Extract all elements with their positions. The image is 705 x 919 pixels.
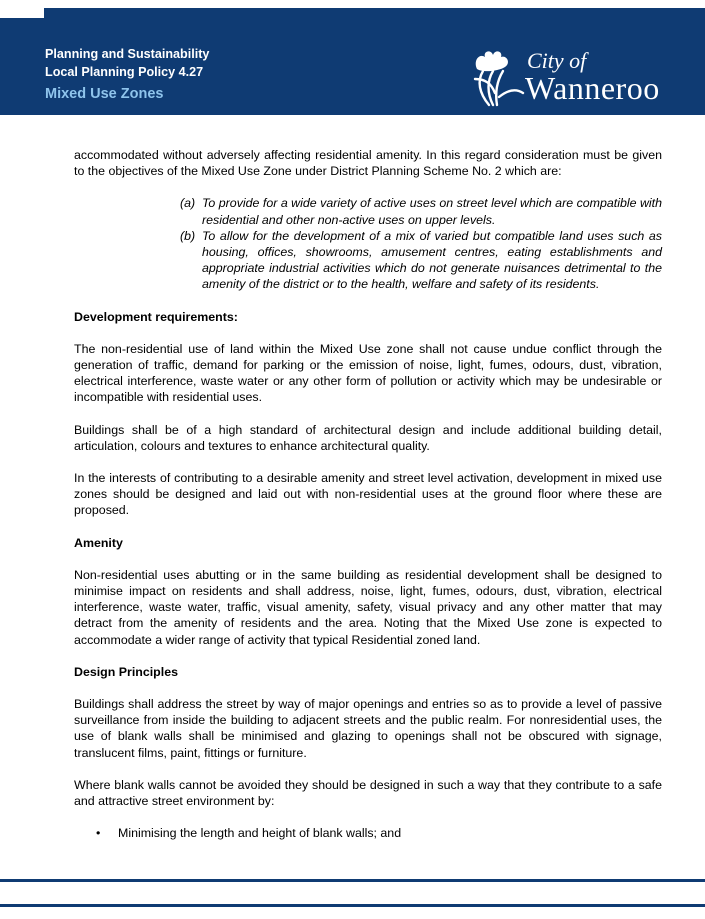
footer-rule-bottom: [0, 904, 705, 907]
development-paragraph: The non-residential use of land within the Mixed Use zone shall not cause undue conflict through the generation of traffic, demand for parking or the emission of noise, light, fumes, odours, dust, vibration, electrical interference, waste water or any other form of pollution or activity which may be undesirable or incompatible with residential uses.: [74, 341, 662, 405]
header-policy-title: Mixed Use Zones: [45, 86, 164, 102]
header-policy-number: Local Planning Policy 4.27: [45, 65, 204, 79]
amenity-paragraph: Non-residential uses abutting or in the same building as residential development shall be designed to minimise impact on residents and shall address, noise, light, fumes, odours, dust, vibration, electrical interference, waste water, traffic, visual amenity, safety, visual privacy and any other matter that may detract from the amenity of residents and the area. Noting that the Mixed Use zone is expected to accommodate a wider range of activity that typical Residential zoned land.: [74, 567, 662, 647]
development-paragraph: In the interests of contributing to a desirable amenity and street level activation, development in mixed use zones should be designed and laid out with non-residential uses at the ground floor where these are proposed.: [74, 471, 662, 518]
objective-marker: (a): [180, 196, 196, 211]
development-paragraph: Buildings shall be of a high standard of architectural design and include additional building detail, articulation, colours and textures to enhance architectural quality.: [74, 422, 662, 453]
city-logo: [469, 49, 679, 119]
design-principles-heading: Design Principles: [74, 664, 178, 679]
objective-item: [74, 228, 662, 293]
amenity-heading: Amenity: [74, 535, 123, 550]
objectives-list: [74, 195, 662, 292]
header-department: Planning and Sustainability: [45, 47, 210, 61]
design-paragraph: Where blank walls cannot be avoided they should be designed in such a way that they contribute to a safe and attractive street environment by:: [74, 777, 662, 809]
objective-marker: (b): [180, 228, 196, 243]
footer-rule-top: [0, 879, 705, 882]
policy-body: [74, 147, 662, 842]
page-header: [0, 8, 705, 115]
header-notch: [0, 8, 44, 18]
logo-city-text: City of: [527, 48, 587, 73]
objective-text: To provide for a wide variety of active uses on street level which are compatible with residential and other non-active uses on upper levels.: [202, 196, 662, 227]
bullet-marker: •: [96, 826, 101, 841]
flower-emblem-icon: [469, 49, 527, 109]
objective-item: [74, 195, 662, 227]
intro-paragraph: accommodated without adversely affecting residential amenity. In this regard consideration must be given to the objectives of the Mixed Use Zone under District Planning Scheme No. 2 which are:: [74, 148, 662, 179]
bullet-text: Minimising the length and height of blank walls; and: [118, 826, 402, 841]
logo-name-text: Wanneroo: [525, 70, 660, 106]
design-paragraph: Buildings shall address the street by way of major openings and entries so as to provide a level of passive surveillance from inside the building to adjacent streets and the public realm. For nonresidential uses, the use of blank walls shall be minimised and glazing to openings shall not be obscured with signage, translucent films, paint, fittings or furniture.: [74, 697, 662, 760]
bullet-item: [74, 825, 662, 841]
objective-text: To allow for the development of a mix of varied but compatible land uses such as housing, offices, showrooms, amusement centres, eating establishments and appropriate industrial activities which do not generate nuisances detrimental to the amenity of the district or to the health, welfare and safety of its residents.: [202, 228, 662, 292]
development-heading: Development requirements:: [74, 309, 238, 324]
